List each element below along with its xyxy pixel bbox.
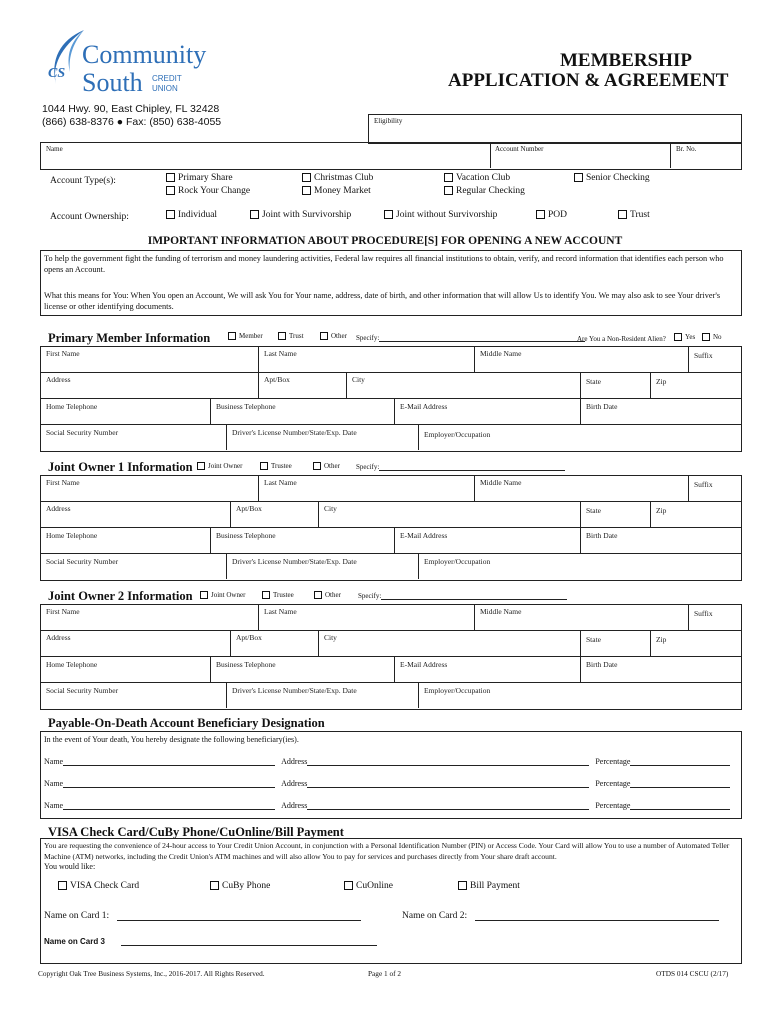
own-pod[interactable]: POD bbox=[536, 210, 567, 220]
j2-email: E-Mail Address bbox=[400, 660, 448, 669]
joint1-grid bbox=[40, 475, 742, 581]
p-birth: Birth Date bbox=[586, 402, 618, 411]
important-p2: What this means for You: When You open an Account, We will ask You for Your name, address, date of birth, and other information that will allow Us to identify You. We may also ask to see Your driver's license or other identifying documents. bbox=[44, 291, 721, 311]
p-last-name: Last Name bbox=[264, 349, 297, 358]
joint2-title: Joint Owner 2 Information bbox=[48, 589, 193, 603]
form-title-2: APPLICATION & AGREEMENT bbox=[448, 70, 729, 91]
cu-address: 1044 Hwy. 90, East Chipley, FL 32428 bbox=[42, 103, 220, 115]
primary-opt-other[interactable]: Other bbox=[320, 332, 347, 340]
footer-copyright: Copyright Oak Tree Business Systems, Inc., 2016-2017. All Rights Reserved. bbox=[38, 969, 265, 978]
j2-state: State bbox=[586, 635, 601, 644]
own-joint-with[interactable]: Joint with Survivorship bbox=[250, 210, 351, 220]
primary-opt-trust[interactable]: Trust bbox=[278, 332, 304, 340]
j1-last-name: Last Name bbox=[264, 478, 297, 487]
footer-page: Page 1 of 2 bbox=[368, 969, 402, 978]
type-rock-your-change[interactable]: Rock Your Change bbox=[166, 186, 250, 196]
visa-like: You would like: bbox=[44, 862, 96, 871]
j1-email: E-Mail Address bbox=[400, 531, 448, 540]
name-on-card-2[interactable]: Name on Card 2: bbox=[402, 911, 719, 921]
j2-opt-trustee[interactable]: Trustee bbox=[262, 591, 294, 599]
logo-union: UNION bbox=[152, 84, 178, 93]
j2-home-tel: Home Telephone bbox=[46, 660, 98, 669]
j2-specify[interactable]: Specify: bbox=[358, 592, 567, 600]
type-regular-checking[interactable]: Regular Checking bbox=[444, 186, 525, 196]
j1-dl: Driver's License Number/State/Exp. Date bbox=[232, 557, 357, 566]
j1-first-name: First Name bbox=[46, 478, 80, 487]
j1-address: Address bbox=[46, 504, 71, 513]
account-types-label: Account Type(s): bbox=[50, 176, 116, 186]
j2-middle-name: Middle Name bbox=[480, 607, 522, 616]
ownership-label: Account Ownership: bbox=[50, 212, 129, 222]
account-number-label: Account Number bbox=[495, 145, 544, 153]
logo-name-community: Community bbox=[82, 40, 207, 69]
j2-employer: Employer/Occupation bbox=[424, 686, 491, 695]
j2-ssn: Social Security Number bbox=[46, 686, 119, 695]
p-middle-name: Middle Name bbox=[480, 349, 522, 358]
own-joint-without[interactable]: Joint without Survivorship bbox=[384, 210, 497, 220]
pod-row-3[interactable]: Name Address Percentage bbox=[44, 801, 734, 810]
br-no-label: Br. No. bbox=[676, 145, 697, 153]
primary-specify[interactable]: Specify: bbox=[356, 334, 585, 342]
name-row bbox=[40, 142, 742, 170]
footer-code: OTDS 014 CSCU (2/17) bbox=[656, 969, 729, 978]
logo-credit: CREDIT bbox=[152, 74, 182, 83]
p-first-name: First Name bbox=[46, 349, 80, 358]
pod-row-2[interactable]: Name Address Percentage bbox=[44, 779, 734, 788]
visa-opt-check-card[interactable]: VISA Check Card bbox=[58, 881, 139, 891]
j1-opt-other[interactable]: Other bbox=[313, 462, 340, 470]
logo bbox=[40, 26, 220, 98]
eligibility-box[interactable] bbox=[368, 114, 742, 144]
form-title-1: MEMBERSHIP bbox=[560, 50, 692, 71]
j1-state: State bbox=[586, 506, 601, 515]
j1-bus-tel: Business Telephone bbox=[216, 531, 276, 540]
type-christmas-club[interactable]: Christmas Club bbox=[302, 173, 373, 183]
j2-apt: Apt/Box bbox=[236, 633, 262, 642]
own-trust[interactable]: Trust bbox=[618, 210, 650, 220]
eligibility-label: Eligibility bbox=[374, 117, 403, 125]
logo-mark: CS bbox=[48, 66, 66, 81]
j2-suffix: Suffix bbox=[694, 609, 713, 618]
p-email: E-Mail Address bbox=[400, 402, 448, 411]
primary-title: Primary Member Information bbox=[48, 331, 211, 345]
j1-birth: Birth Date bbox=[586, 531, 618, 540]
p-apt: Apt/Box bbox=[264, 375, 290, 384]
p-dl: Driver's License Number/State/Exp. Date bbox=[232, 428, 357, 437]
j2-city: City bbox=[324, 633, 337, 642]
j1-ssn: Social Security Number bbox=[46, 557, 119, 566]
j1-city: City bbox=[324, 504, 337, 513]
j1-employer: Employer/Occupation bbox=[424, 557, 491, 566]
logo-name-south: South bbox=[82, 68, 143, 97]
cu-phone: (866) 638-8376 ● Fax: (850) 638-4055 bbox=[42, 116, 222, 128]
j1-suffix: Suffix bbox=[694, 480, 713, 489]
primary-grid bbox=[40, 346, 742, 452]
j1-middle-name: Middle Name bbox=[480, 478, 522, 487]
j2-last-name: Last Name bbox=[264, 607, 297, 616]
p-ssn: Social Security Number bbox=[46, 428, 119, 437]
pod-intro: In the event of Your death, You hereby designate the following beneficiary(ies). bbox=[44, 735, 299, 744]
p-zip: Zip bbox=[656, 377, 667, 386]
own-individual[interactable]: Individual bbox=[166, 210, 217, 220]
p-city: City bbox=[352, 375, 365, 384]
j2-first-name: First Name bbox=[46, 607, 80, 616]
joint2-grid bbox=[40, 604, 742, 710]
j2-birth: Birth Date bbox=[586, 660, 618, 669]
visa-paragraph: You are requesting the convenience of 24-hour access to Your Credit Union Account, in conjunction with a Personal Identification Number (PIN) or Access Code. Your Card will allow You to use a number of Automated Teller Machine (ATM) networks, including the Credit Union's ATM machines and will also allow You to pay for services and purchases directly from Your share draft account. bbox=[44, 841, 730, 861]
j1-opt-trustee[interactable]: Trustee bbox=[260, 462, 292, 470]
p-home-tel: Home Telephone bbox=[46, 402, 98, 411]
j1-apt: Apt/Box bbox=[236, 504, 262, 513]
joint1-title: Joint Owner 1 Information bbox=[48, 460, 193, 474]
name-on-card-1[interactable]: Name on Card 1: bbox=[44, 911, 361, 921]
type-vacation-club[interactable]: Vacation Club bbox=[444, 173, 510, 183]
j2-opt-joint[interactable]: Joint Owner bbox=[200, 591, 245, 599]
j1-opt-joint[interactable]: Joint Owner bbox=[197, 462, 242, 470]
visa-opt-bill-payment[interactable]: Bill Payment bbox=[458, 881, 520, 891]
alien-yes[interactable]: Yes bbox=[674, 333, 695, 341]
j1-specify[interactable]: Specify: bbox=[356, 463, 565, 471]
j2-dl: Driver's License Number/State/Exp. Date bbox=[232, 686, 357, 695]
p-employer: Employer/Occupation bbox=[424, 430, 491, 439]
pod-row-1[interactable]: Name Address Percentage bbox=[44, 757, 734, 766]
name-label: Name bbox=[46, 145, 63, 153]
j2-opt-other[interactable]: Other bbox=[314, 591, 341, 599]
p-state: State bbox=[586, 377, 601, 386]
visa-title: VISA Check Card/CuBy Phone/CuOnline/Bill Payment bbox=[48, 825, 344, 839]
type-primary-share[interactable]: Primary Share bbox=[166, 173, 233, 183]
p-address: Address bbox=[46, 375, 71, 384]
p-suffix: Suffix bbox=[694, 351, 713, 360]
important-title: IMPORTANT INFORMATION ABOUT PROCEDURE[S] FOR OPENING A NEW ACCOUNT bbox=[147, 235, 623, 247]
type-money-market[interactable]: Money Market bbox=[302, 186, 371, 196]
j2-bus-tel: Business Telephone bbox=[216, 660, 276, 669]
alien-question: Are You a Non-Resident Alien? bbox=[577, 335, 666, 343]
important-p1: To help the government fight the funding of terrorism and money laundering activities, Federal law requires all financial institutions to obtain, verify, and record information that identifies each person who opens an Account. bbox=[44, 254, 724, 274]
j2-zip: Zip bbox=[656, 635, 667, 644]
visa-opt-cuby[interactable]: CuBy Phone bbox=[210, 881, 270, 891]
type-senior-checking[interactable]: Senior Checking bbox=[574, 173, 650, 183]
j1-home-tel: Home Telephone bbox=[46, 531, 98, 540]
visa-opt-cuonline[interactable]: CuOnline bbox=[344, 881, 393, 891]
j2-address: Address bbox=[46, 633, 71, 642]
alien-no[interactable]: No bbox=[702, 333, 722, 341]
pod-title: Payable-On-Death Account Beneficiary Designation bbox=[48, 716, 325, 730]
p-bus-tel: Business Telephone bbox=[216, 402, 276, 411]
name-on-card-3[interactable]: Name on Card 3 bbox=[44, 937, 377, 946]
primary-opt-member[interactable]: Member bbox=[228, 332, 263, 340]
j1-zip: Zip bbox=[656, 506, 667, 515]
